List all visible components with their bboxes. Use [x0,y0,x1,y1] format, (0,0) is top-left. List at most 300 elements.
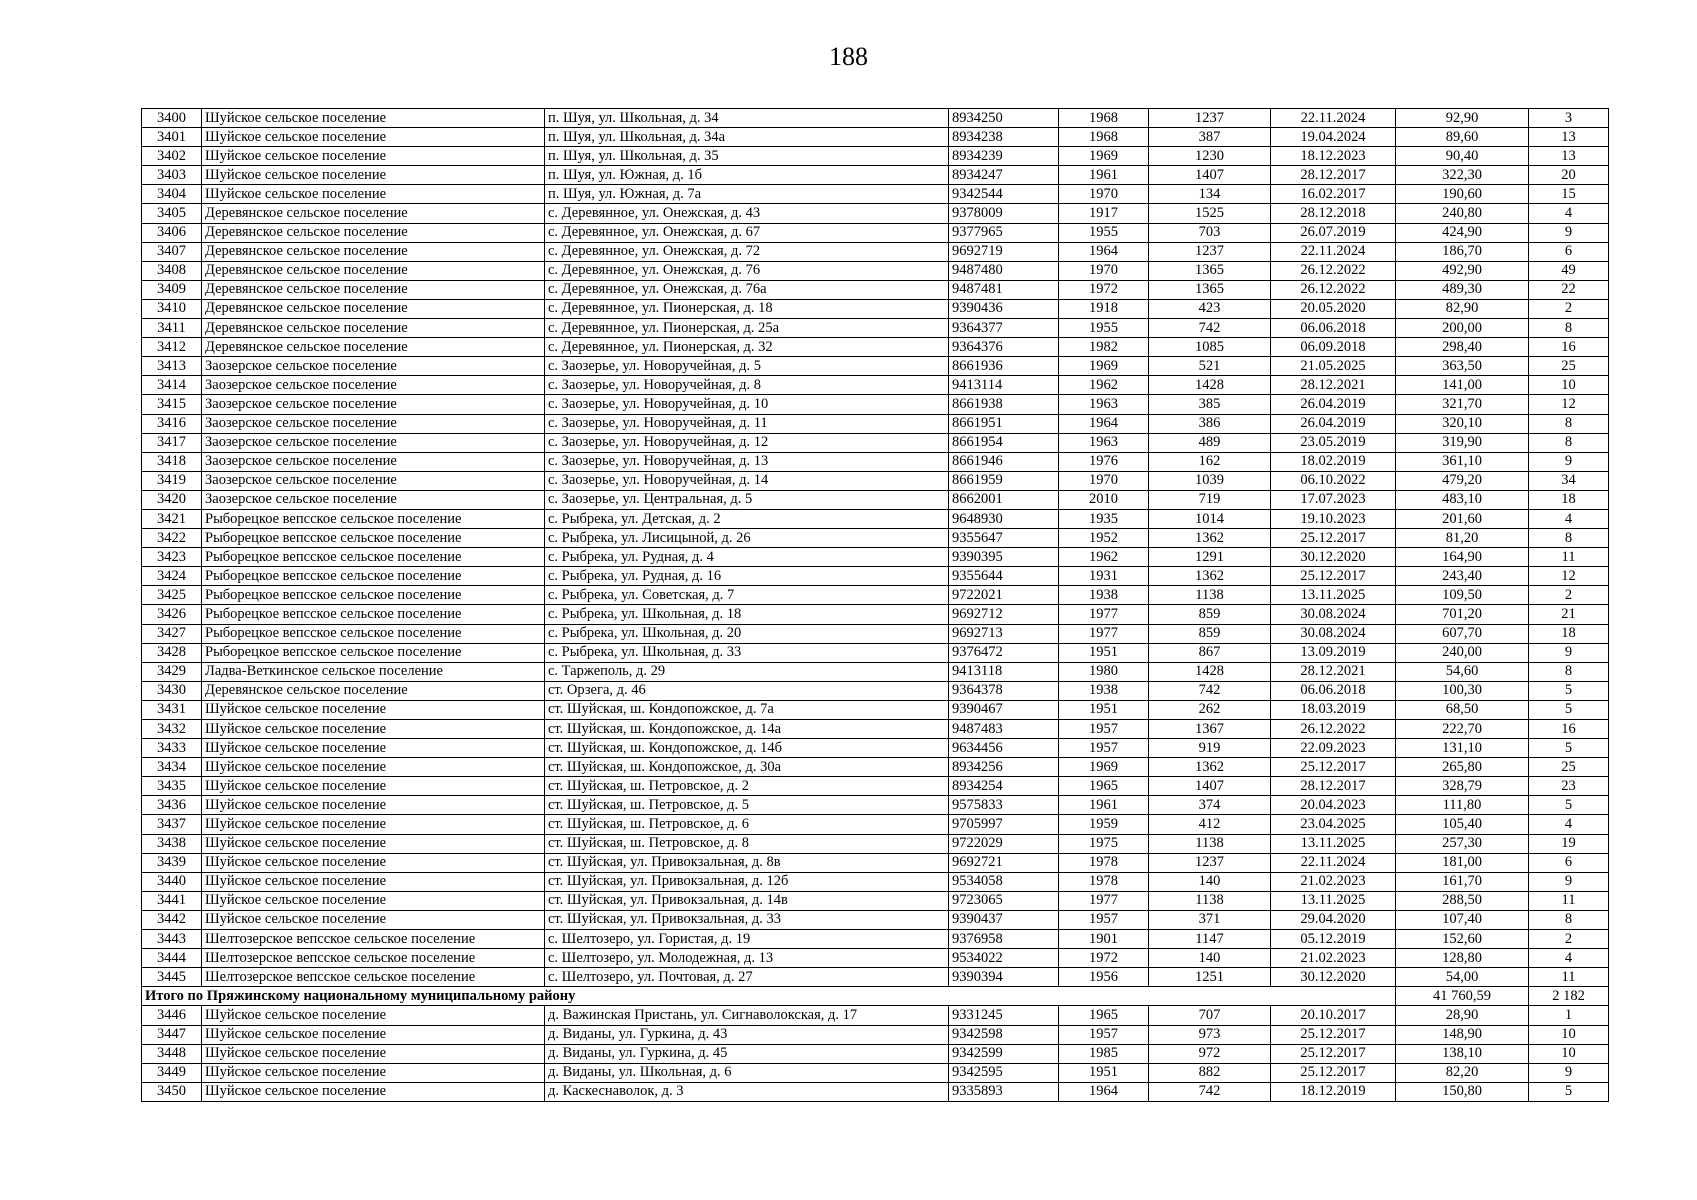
residents-cell: 5 [1529,796,1609,815]
table-row [142,720,1609,739]
object-code-cell: 8934239 [949,147,1059,166]
residents-cell: 4 [1529,815,1609,834]
table-row [142,548,1609,567]
year-built-cell: 1935 [1059,509,1149,528]
settlement-cell: Шуйское сельское поселение [202,700,545,719]
year-built-cell: 1938 [1059,586,1149,605]
registration-number-cell: 371 [1149,910,1271,929]
residents-cell: 8 [1529,529,1609,548]
row-number: 3401 [142,128,202,147]
registration-number-cell: 973 [1149,1025,1271,1044]
row-number: 3405 [142,204,202,223]
date-cell: 26.04.2019 [1271,414,1396,433]
settlement-cell: Шуйское сельское поселение [202,834,545,853]
residents-cell: 6 [1529,853,1609,872]
row-number: 3414 [142,376,202,395]
object-code-cell: 8661936 [949,357,1059,376]
table-row [142,109,1609,128]
date-cell: 25.12.2017 [1271,1044,1396,1063]
address-cell: д. Каскеснаволок, д. 3 [545,1082,949,1101]
residents-cell: 23 [1529,777,1609,796]
year-built-cell: 1969 [1059,147,1149,166]
settlement-cell: Заозерское сельское поселение [202,414,545,433]
row-number: 3424 [142,567,202,586]
date-cell: 25.12.2017 [1271,758,1396,777]
registration-number-cell: 1138 [1149,891,1271,910]
object-code-cell: 9355644 [949,567,1059,586]
table-row [142,414,1609,433]
registration-number-cell: 1428 [1149,662,1271,681]
residents-cell: 1 [1529,1006,1609,1025]
address-cell: ст. Шуйская, ш. Петровское, д. 5 [545,796,949,815]
date-cell: 30.12.2020 [1271,548,1396,567]
table-row [142,280,1609,299]
address-cell: с. Деревянное, ул. Пионерская, д. 25а [545,319,949,338]
area-cell: 479,20 [1396,471,1529,490]
table-row [142,872,1609,891]
settlement-cell: Деревянское сельское поселение [202,338,545,357]
object-code-cell: 9355647 [949,529,1059,548]
registration-number-cell: 1138 [1149,586,1271,605]
object-code-cell: 9487483 [949,720,1059,739]
settlement-cell: Заозерское сельское поселение [202,357,545,376]
date-cell: 20.04.2023 [1271,796,1396,815]
residents-cell: 10 [1529,1044,1609,1063]
row-number: 3445 [142,968,202,987]
date-cell: 30.08.2024 [1271,624,1396,643]
area-cell: 265,80 [1396,758,1529,777]
date-cell: 28.12.2017 [1271,777,1396,796]
year-built-cell: 1951 [1059,643,1149,662]
row-number: 3418 [142,452,202,471]
row-number: 3415 [142,395,202,414]
address-cell: ст. Шуйская, ул. Привокзальная, д. 14в [545,891,949,910]
table-row [142,490,1609,509]
object-code-cell: 9342598 [949,1025,1059,1044]
address-cell: с. Заозерье, ул. Новоручейная, д. 11 [545,414,949,433]
date-cell: 25.12.2017 [1271,1063,1396,1082]
object-code-cell: 9722021 [949,586,1059,605]
residents-cell: 10 [1529,376,1609,395]
settlement-cell: Рыборецкое вепсское сельское поселение [202,605,545,624]
table-row [142,643,1609,662]
row-number: 3440 [142,872,202,891]
object-code-cell: 9377965 [949,223,1059,242]
residents-cell: 9 [1529,223,1609,242]
year-built-cell: 1968 [1059,109,1149,128]
table-row [142,930,1609,949]
total-label: Итого по Пряжинскому национальному муниципальному району [142,987,1396,1006]
registration-number-cell: 140 [1149,949,1271,968]
table-row [142,777,1609,796]
address-cell: с. Деревянное, ул. Онежская, д. 43 [545,204,949,223]
date-cell: 16.02.2017 [1271,185,1396,204]
residents-cell: 2 [1529,299,1609,318]
row-number: 3432 [142,720,202,739]
date-cell: 29.04.2020 [1271,910,1396,929]
table-row [142,758,1609,777]
year-built-cell: 1972 [1059,280,1149,299]
total-residents: 2 182 [1529,987,1609,1006]
area-cell: 90,40 [1396,147,1529,166]
year-built-cell: 1961 [1059,166,1149,185]
row-number: 3448 [142,1044,202,1063]
row-number: 3419 [142,471,202,490]
total-row [142,987,1609,1006]
row-number: 3427 [142,624,202,643]
row-number: 3404 [142,185,202,204]
residents-cell: 20 [1529,166,1609,185]
area-cell: 138,10 [1396,1044,1529,1063]
settlement-cell: Рыборецкое вепсское сельское поселение [202,548,545,567]
registration-number-cell: 1525 [1149,204,1271,223]
table-row [142,834,1609,853]
table-row [142,509,1609,528]
row-number: 3449 [142,1063,202,1082]
address-cell: п. Шуя, ул. Школьная, д. 34а [545,128,949,147]
date-cell: 18.03.2019 [1271,700,1396,719]
residents-cell: 15 [1529,185,1609,204]
settlement-cell: Заозерское сельское поселение [202,452,545,471]
row-number: 3436 [142,796,202,815]
row-number: 3442 [142,910,202,929]
table-row [142,853,1609,872]
date-cell: 18.02.2019 [1271,452,1396,471]
table-row [142,319,1609,338]
year-built-cell: 1959 [1059,815,1149,834]
settlement-cell: Рыборецкое вепсское сельское поселение [202,567,545,586]
date-cell: 21.05.2025 [1271,357,1396,376]
object-code-cell: 9722029 [949,834,1059,853]
date-cell: 05.12.2019 [1271,930,1396,949]
row-number: 3444 [142,949,202,968]
row-number: 3443 [142,930,202,949]
settlement-cell: Рыборецкое вепсское сельское поселение [202,586,545,605]
residents-cell: 2 [1529,930,1609,949]
settlement-cell: Заозерское сельское поселение [202,433,545,452]
row-number: 3429 [142,662,202,681]
year-built-cell: 1961 [1059,796,1149,815]
address-cell: с. Деревянное, ул. Онежская, д. 76 [545,261,949,280]
area-cell: 607,70 [1396,624,1529,643]
area-cell: 424,90 [1396,223,1529,242]
registration-number-cell: 262 [1149,700,1271,719]
object-code-cell: 9413114 [949,376,1059,395]
year-built-cell: 1970 [1059,261,1149,280]
registration-number-cell: 374 [1149,796,1271,815]
residents-cell: 18 [1529,624,1609,643]
address-cell: с. Заозерье, ул. Центральная, д. 5 [545,490,949,509]
year-built-cell: 1972 [1059,949,1149,968]
object-code-cell: 9487481 [949,280,1059,299]
area-cell: 131,10 [1396,739,1529,758]
table-row [142,739,1609,758]
year-built-cell: 1963 [1059,395,1149,414]
table-row [142,586,1609,605]
object-code-cell: 8662001 [949,490,1059,509]
registration-number-cell: 1362 [1149,529,1271,548]
settlement-cell: Шуйское сельское поселение [202,872,545,891]
table-row [142,662,1609,681]
year-built-cell: 1917 [1059,204,1149,223]
address-cell: д. Виданы, ул. Гуркина, д. 45 [545,1044,949,1063]
area-cell: 109,50 [1396,586,1529,605]
object-code-cell: 9705997 [949,815,1059,834]
address-cell: п. Шуя, ул. Школьная, д. 35 [545,147,949,166]
residents-cell: 12 [1529,567,1609,586]
year-built-cell: 1957 [1059,910,1149,929]
object-code-cell: 8934254 [949,777,1059,796]
area-cell: 54,00 [1396,968,1529,987]
table-row [142,1082,1609,1101]
registration-number-cell: 1362 [1149,758,1271,777]
settlement-cell: Шелтозерское вепсское сельское поселение [202,930,545,949]
year-built-cell: 1962 [1059,548,1149,567]
table-row [142,204,1609,223]
residents-cell: 21 [1529,605,1609,624]
settlement-cell: Рыборецкое вепсское сельское поселение [202,643,545,662]
address-cell: с. Деревянное, ул. Пионерская, д. 18 [545,299,949,318]
table-row [142,223,1609,242]
residents-cell: 8 [1529,414,1609,433]
registration-number-cell: 1237 [1149,109,1271,128]
year-built-cell: 1977 [1059,891,1149,910]
area-cell: 92,90 [1396,109,1529,128]
table-row [142,624,1609,643]
area-cell: 201,60 [1396,509,1529,528]
year-built-cell: 1964 [1059,242,1149,261]
area-cell: 320,10 [1396,414,1529,433]
row-number: 3416 [142,414,202,433]
table-row [142,1044,1609,1063]
registration-number-cell: 385 [1149,395,1271,414]
row-number: 3409 [142,280,202,299]
area-cell: 200,00 [1396,319,1529,338]
area-cell: 298,40 [1396,338,1529,357]
object-code-cell: 8661946 [949,452,1059,471]
year-built-cell: 2010 [1059,490,1149,509]
year-built-cell: 1956 [1059,968,1149,987]
object-code-cell: 9390437 [949,910,1059,929]
year-built-cell: 1985 [1059,1044,1149,1063]
row-number: 3439 [142,853,202,872]
address-cell: с. Заозерье, ул. Новоручейная, д. 14 [545,471,949,490]
address-cell: с. Заозерье, ул. Новоручейная, д. 13 [545,452,949,471]
address-cell: с. Шелтозеро, ул. Молодежная, д. 13 [545,949,949,968]
registration-number-cell: 972 [1149,1044,1271,1063]
year-built-cell: 1965 [1059,1006,1149,1025]
table-row [142,700,1609,719]
table-row [142,357,1609,376]
table-row [142,395,1609,414]
registration-number-cell: 867 [1149,643,1271,662]
object-code-cell: 9487480 [949,261,1059,280]
table-row [142,166,1609,185]
object-code-cell: 8661951 [949,414,1059,433]
year-built-cell: 1962 [1059,376,1149,395]
table-row [142,815,1609,834]
object-code-cell: 9534022 [949,949,1059,968]
address-cell: с. Заозерье, ул. Новоручейная, д. 10 [545,395,949,414]
settlement-cell: Шуйское сельское поселение [202,891,545,910]
object-code-cell: 9390436 [949,299,1059,318]
registration-number-cell: 742 [1149,1082,1271,1101]
residents-cell: 16 [1529,338,1609,357]
registration-number-cell: 742 [1149,319,1271,338]
object-code-cell: 9692721 [949,853,1059,872]
date-cell: 18.12.2019 [1271,1082,1396,1101]
residents-cell: 34 [1529,471,1609,490]
registration-number-cell: 1365 [1149,261,1271,280]
object-code-cell: 9376472 [949,643,1059,662]
settlement-cell: Шуйское сельское поселение [202,109,545,128]
row-number: 3438 [142,834,202,853]
address-cell: д. Виданы, ул. Гуркина, д. 43 [545,1025,949,1044]
area-cell: 222,70 [1396,720,1529,739]
row-number: 3430 [142,681,202,700]
row-number: 3403 [142,166,202,185]
residents-cell: 11 [1529,968,1609,987]
residents-cell: 18 [1529,490,1609,509]
area-cell: 128,80 [1396,949,1529,968]
settlement-cell: Шуйское сельское поселение [202,1063,545,1082]
address-cell: с. Рыбрека, ул. Школьная, д. 33 [545,643,949,662]
object-code-cell: 9634456 [949,739,1059,758]
year-built-cell: 1951 [1059,700,1149,719]
table-row [142,261,1609,280]
registration-number-cell: 919 [1149,739,1271,758]
registration-number-cell: 1251 [1149,968,1271,987]
registration-number-cell: 882 [1149,1063,1271,1082]
address-cell: с. Рыбрека, ул. Советская, д. 7 [545,586,949,605]
area-cell: 100,30 [1396,681,1529,700]
area-cell: 164,90 [1396,548,1529,567]
table-body-after-total [142,1006,1609,1101]
row-number: 3423 [142,548,202,567]
table-row [142,567,1609,586]
settlement-cell: Шуйское сельское поселение [202,147,545,166]
area-cell: 82,90 [1396,299,1529,318]
residents-cell: 19 [1529,834,1609,853]
object-code-cell: 9692713 [949,624,1059,643]
address-cell: ст. Шуйская, ул. Привокзальная, д. 8в [545,853,949,872]
registration-number-cell: 489 [1149,433,1271,452]
settlement-cell: Заозерское сельское поселение [202,376,545,395]
registration-number-cell: 162 [1149,452,1271,471]
residents-cell: 8 [1529,910,1609,929]
address-cell: д. Виданы, ул. Школьная, д. 6 [545,1063,949,1082]
residents-cell: 11 [1529,891,1609,910]
residents-cell: 4 [1529,949,1609,968]
table-row [142,471,1609,490]
address-cell: п. Шуя, ул. Южная, д. 7а [545,185,949,204]
row-number: 3411 [142,319,202,338]
address-cell: ст. Шуйская, ш. Петровское, д. 6 [545,815,949,834]
residents-cell: 25 [1529,357,1609,376]
area-cell: 361,10 [1396,452,1529,471]
residents-cell: 12 [1529,395,1609,414]
registration-number-cell: 521 [1149,357,1271,376]
date-cell: 06.06.2018 [1271,319,1396,338]
area-cell: 150,80 [1396,1082,1529,1101]
row-number: 3431 [142,700,202,719]
address-cell: с. Рыбрека, ул. Лисицыной, д. 26 [545,529,949,548]
area-cell: 181,00 [1396,853,1529,872]
area-cell: 190,60 [1396,185,1529,204]
object-code-cell: 9390395 [949,548,1059,567]
table-row [142,128,1609,147]
settlement-cell: Шуйское сельское поселение [202,796,545,815]
area-cell: 483,10 [1396,490,1529,509]
registration-number-cell: 1138 [1149,834,1271,853]
table-row [142,910,1609,929]
year-built-cell: 1964 [1059,414,1149,433]
object-code-cell: 9575833 [949,796,1059,815]
date-cell: 26.12.2022 [1271,280,1396,299]
date-cell: 20.10.2017 [1271,1006,1396,1025]
year-built-cell: 1957 [1059,739,1149,758]
row-number: 3447 [142,1025,202,1044]
object-code-cell: 8661938 [949,395,1059,414]
residents-cell: 13 [1529,128,1609,147]
table-row [142,1063,1609,1082]
area-cell: 105,40 [1396,815,1529,834]
date-cell: 25.12.2017 [1271,529,1396,548]
row-number: 3412 [142,338,202,357]
residents-cell: 4 [1529,509,1609,528]
year-built-cell: 1969 [1059,758,1149,777]
table-row [142,433,1609,452]
settlement-cell: Заозерское сельское поселение [202,395,545,414]
area-cell: 81,20 [1396,529,1529,548]
residents-cell: 8 [1529,319,1609,338]
table-row [142,1006,1609,1025]
residents-cell: 9 [1529,1063,1609,1082]
date-cell: 22.09.2023 [1271,739,1396,758]
residents-cell: 3 [1529,109,1609,128]
address-cell: с. Рыбрека, ул. Рудная, д. 4 [545,548,949,567]
year-built-cell: 1931 [1059,567,1149,586]
address-cell: ст. Шуйская, ш. Кондопожское, д. 14б [545,739,949,758]
row-number: 3408 [142,261,202,280]
row-number: 3441 [142,891,202,910]
address-cell: с. Заозерье, ул. Новоручейная, д. 5 [545,357,949,376]
object-code-cell: 9364377 [949,319,1059,338]
registration-number-cell: 134 [1149,185,1271,204]
address-cell: с. Деревянное, ул. Пионерская, д. 32 [545,338,949,357]
year-built-cell: 1968 [1059,128,1149,147]
registration-number-cell: 1230 [1149,147,1271,166]
object-code-cell: 8661954 [949,433,1059,452]
registration-number-cell: 859 [1149,624,1271,643]
date-cell: 06.10.2022 [1271,471,1396,490]
area-cell: 243,40 [1396,567,1529,586]
address-cell: ст. Шуйская, ш. Кондопожское, д. 30а [545,758,949,777]
settlement-cell: Шуйское сельское поселение [202,777,545,796]
date-cell: 19.10.2023 [1271,509,1396,528]
address-cell: ст. Шуйская, ш. Петровское, д. 8 [545,834,949,853]
date-cell: 26.04.2019 [1271,395,1396,414]
residents-cell: 9 [1529,872,1609,891]
area-cell: 68,50 [1396,700,1529,719]
table-row [142,147,1609,166]
registration-number-cell: 719 [1149,490,1271,509]
table-row [142,891,1609,910]
date-cell: 28.12.2018 [1271,204,1396,223]
table-row [142,185,1609,204]
area-cell: 288,50 [1396,891,1529,910]
registration-number-cell: 1039 [1149,471,1271,490]
